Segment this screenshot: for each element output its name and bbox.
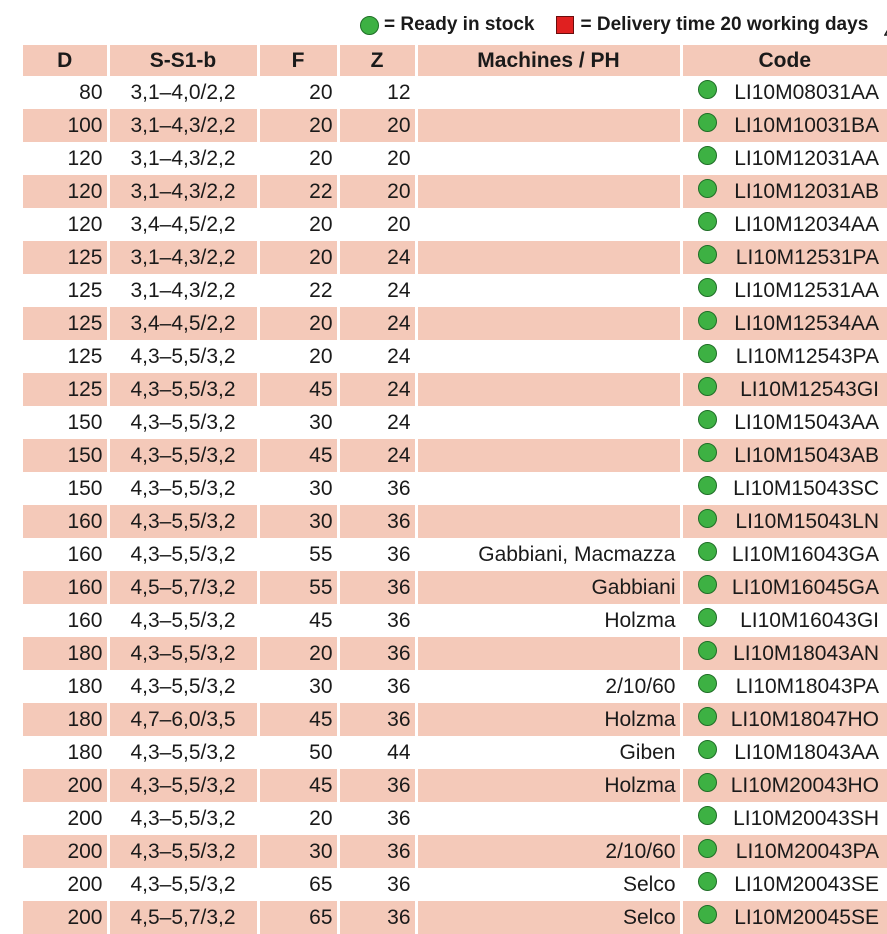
in-stock-dot-icon bbox=[698, 311, 717, 330]
cell-machines bbox=[416, 208, 681, 241]
table-row bbox=[23, 901, 887, 934]
product-code: LI10M20043SH bbox=[733, 806, 879, 830]
table-row bbox=[23, 76, 887, 109]
in-stock-dot-icon bbox=[698, 344, 717, 363]
table-row bbox=[23, 241, 887, 274]
product-code: LI10M15043SC bbox=[733, 476, 879, 500]
cell-d: 125 bbox=[23, 373, 108, 406]
cell-code bbox=[681, 769, 887, 802]
cell-s-s1-b: 3,1–4,0/2,2 bbox=[108, 76, 258, 109]
cell-s-s1-b: 4,3–5,5/3,2 bbox=[108, 439, 258, 472]
cell-f: 20 bbox=[258, 802, 338, 835]
product-code: LI10M08031AA bbox=[734, 80, 879, 104]
cell-machines: Holzma bbox=[416, 604, 681, 637]
cell-code bbox=[681, 208, 887, 241]
cell-d: 125 bbox=[23, 340, 108, 373]
in-stock-dot-icon bbox=[698, 575, 717, 594]
cell-f: 45 bbox=[258, 439, 338, 472]
cell-f: 45 bbox=[258, 604, 338, 637]
cell-d: 160 bbox=[23, 505, 108, 538]
cell-s-s1-b: 4,5–5,7/3,2 bbox=[108, 571, 258, 604]
cell-code bbox=[681, 868, 887, 901]
in-stock-dot-icon bbox=[698, 377, 717, 396]
cell-d: 150 bbox=[23, 472, 108, 505]
product-code: LI10M15043LN bbox=[735, 509, 879, 533]
cell-f: 30 bbox=[258, 472, 338, 505]
product-code: LI10M20045SE bbox=[734, 905, 879, 929]
cell-code bbox=[681, 472, 887, 505]
cell-f: 22 bbox=[258, 274, 338, 307]
cell-s-s1-b: 3,1–4,3/2,2 bbox=[108, 241, 258, 274]
cell-d: 200 bbox=[23, 802, 108, 835]
cell-machines bbox=[416, 439, 681, 472]
cell-machines bbox=[416, 307, 681, 340]
cell-machines: Holzma bbox=[416, 703, 681, 736]
cell-z: 20 bbox=[338, 142, 416, 175]
cell-code bbox=[681, 175, 887, 208]
in-stock-dot-icon bbox=[698, 839, 717, 858]
product-code: LI10M12543PA bbox=[735, 344, 879, 368]
cell-f: 30 bbox=[258, 406, 338, 439]
cell-f: 45 bbox=[258, 703, 338, 736]
cell-machines: Selco bbox=[416, 868, 681, 901]
cell-d: 80 bbox=[23, 76, 108, 109]
table-header-row bbox=[23, 45, 887, 76]
in-stock-dot-icon bbox=[698, 608, 717, 627]
in-stock-dot-icon bbox=[698, 245, 717, 264]
cell-s-s1-b: 4,3–5,5/3,2 bbox=[108, 769, 258, 802]
cell-s-s1-b: 4,3–5,5/3,2 bbox=[108, 637, 258, 670]
cell-f: 30 bbox=[258, 670, 338, 703]
cell-code bbox=[681, 76, 887, 109]
cell-z: 20 bbox=[338, 175, 416, 208]
cell-s-s1-b: 4,3–5,5/3,2 bbox=[108, 670, 258, 703]
product-code: LI10M18043PA bbox=[735, 674, 879, 698]
cell-z: 24 bbox=[338, 307, 416, 340]
cell-f: 20 bbox=[258, 208, 338, 241]
cell-code bbox=[681, 736, 887, 769]
cell-s-s1-b: 3,4–4,5/2,2 bbox=[108, 307, 258, 340]
cell-f: 55 bbox=[258, 571, 338, 604]
product-code: LI10M12034AA bbox=[734, 212, 879, 236]
cell-z: 24 bbox=[338, 340, 416, 373]
cell-z: 24 bbox=[338, 406, 416, 439]
cell-s-s1-b: 4,3–5,5/3,2 bbox=[108, 604, 258, 637]
cell-code bbox=[681, 439, 887, 472]
cell-machines bbox=[416, 241, 681, 274]
stock-legend bbox=[360, 12, 887, 38]
cell-d: 180 bbox=[23, 736, 108, 769]
in-stock-dot-icon bbox=[698, 113, 717, 132]
cell-d: 160 bbox=[23, 604, 108, 637]
cell-machines bbox=[416, 142, 681, 175]
cell-machines bbox=[416, 472, 681, 505]
header-code: Code bbox=[681, 45, 887, 76]
in-stock-dot-icon bbox=[698, 212, 717, 231]
in-stock-dot-icon bbox=[698, 674, 717, 693]
product-code: LI10M10031BA bbox=[734, 113, 879, 137]
in-stock-dot-icon bbox=[698, 641, 717, 660]
table-row bbox=[23, 406, 887, 439]
cell-d: 180 bbox=[23, 637, 108, 670]
product-code: LI10M16043GI bbox=[740, 608, 879, 632]
in-stock-dot-icon bbox=[698, 542, 717, 561]
cell-code bbox=[681, 670, 887, 703]
table-row bbox=[23, 274, 887, 307]
in-stock-dot-icon bbox=[698, 410, 717, 429]
table-row bbox=[23, 802, 887, 835]
cell-z: 36 bbox=[338, 901, 416, 934]
cell-s-s1-b: 4,3–5,5/3,2 bbox=[108, 505, 258, 538]
table-row bbox=[23, 142, 887, 175]
cell-machines: 2/10/60 bbox=[416, 835, 681, 868]
cell-code bbox=[681, 241, 887, 274]
cell-machines bbox=[416, 340, 681, 373]
cell-code bbox=[681, 835, 887, 868]
in-stock-dot-icon bbox=[698, 905, 717, 924]
cell-code bbox=[681, 307, 887, 340]
product-code: LI10M20043HO bbox=[730, 773, 879, 797]
product-code: LI10M18047HO bbox=[730, 707, 879, 731]
table-row bbox=[23, 373, 887, 406]
cell-z: 12 bbox=[338, 76, 416, 109]
in-stock-dot-icon bbox=[698, 872, 717, 891]
cell-machines bbox=[416, 406, 681, 439]
cell-z: 24 bbox=[338, 373, 416, 406]
cell-s-s1-b: 3,1–4,3/2,2 bbox=[108, 274, 258, 307]
cell-z: 36 bbox=[338, 604, 416, 637]
product-code: LI10M20043SE bbox=[734, 872, 879, 896]
cell-z: 36 bbox=[338, 670, 416, 703]
cell-s-s1-b: 4,3–5,5/3,2 bbox=[108, 736, 258, 769]
header-machines: Machines / PH bbox=[416, 45, 681, 76]
cell-d: 120 bbox=[23, 208, 108, 241]
table-row bbox=[23, 307, 887, 340]
cell-z: 36 bbox=[338, 637, 416, 670]
cell-d: 120 bbox=[23, 142, 108, 175]
cell-d: 125 bbox=[23, 307, 108, 340]
delivery-time-icon bbox=[556, 16, 574, 34]
cell-s-s1-b: 4,3–5,5/3,2 bbox=[108, 538, 258, 571]
table-row bbox=[23, 835, 887, 868]
cell-d: 100 bbox=[23, 109, 108, 142]
product-code: LI10M12531AA bbox=[734, 278, 879, 302]
product-code: LI10M12031AB bbox=[734, 179, 879, 203]
cell-s-s1-b: 3,1–4,3/2,2 bbox=[108, 109, 258, 142]
product-code: LI10M12534AA bbox=[734, 311, 879, 335]
in-stock-dot-icon bbox=[698, 806, 717, 825]
cell-d: 120 bbox=[23, 175, 108, 208]
in-stock-dot-icon bbox=[698, 80, 717, 99]
cell-z: 36 bbox=[338, 472, 416, 505]
cell-machines: Selco bbox=[416, 901, 681, 934]
cell-f: 45 bbox=[258, 769, 338, 802]
product-code: LI10M12543GI bbox=[740, 377, 879, 401]
cell-code bbox=[681, 109, 887, 142]
cell-code bbox=[681, 406, 887, 439]
cell-s-s1-b: 4,7–6,0/3,5 bbox=[108, 703, 258, 736]
cell-s-s1-b: 3,1–4,3/2,2 bbox=[108, 175, 258, 208]
cell-d: 160 bbox=[23, 538, 108, 571]
cell-code bbox=[681, 142, 887, 175]
cell-s-s1-b: 3,4–4,5/2,2 bbox=[108, 208, 258, 241]
cell-z: 36 bbox=[338, 835, 416, 868]
ready-in-stock-label: = Ready in stock bbox=[384, 14, 535, 35]
cell-z: 36 bbox=[338, 769, 416, 802]
cell-f: 30 bbox=[258, 835, 338, 868]
cell-code bbox=[681, 604, 887, 637]
cell-z: 36 bbox=[338, 505, 416, 538]
in-stock-dot-icon bbox=[698, 707, 717, 726]
table-row bbox=[23, 538, 887, 571]
in-stock-dot-icon bbox=[698, 476, 717, 495]
cell-f: 20 bbox=[258, 76, 338, 109]
cell-d: 180 bbox=[23, 670, 108, 703]
in-stock-dot-icon bbox=[698, 443, 717, 462]
cell-code bbox=[681, 538, 887, 571]
cell-machines: Gabbiani bbox=[416, 571, 681, 604]
table-row bbox=[23, 472, 887, 505]
product-code: LI10M16045GA bbox=[731, 575, 879, 599]
product-code: LI10M12031AA bbox=[734, 146, 879, 170]
header-s-s1-b: S-S1-b bbox=[108, 45, 258, 76]
delivery-time-label: = Delivery time 20 working days bbox=[580, 14, 869, 35]
cell-f: 20 bbox=[258, 142, 338, 175]
cell-code bbox=[681, 340, 887, 373]
cell-machines bbox=[416, 175, 681, 208]
cell-d: 200 bbox=[23, 868, 108, 901]
cell-f: 20 bbox=[258, 307, 338, 340]
cell-d: 150 bbox=[23, 406, 108, 439]
product-code: LI10M16043GA bbox=[731, 542, 879, 566]
cell-d: 200 bbox=[23, 835, 108, 868]
table-row bbox=[23, 175, 887, 208]
cell-d: 125 bbox=[23, 274, 108, 307]
cell-f: 45 bbox=[258, 373, 338, 406]
cell-z: 24 bbox=[338, 274, 416, 307]
cell-code bbox=[681, 373, 887, 406]
cell-z: 20 bbox=[338, 109, 416, 142]
cell-d: 125 bbox=[23, 241, 108, 274]
cell-z: 36 bbox=[338, 571, 416, 604]
in-stock-dot-icon bbox=[698, 509, 717, 528]
product-code: LI10M20043PA bbox=[735, 839, 879, 863]
cell-machines: Gabbiani, Macmazza bbox=[416, 538, 681, 571]
in-stock-dot-icon bbox=[698, 773, 717, 792]
cell-d: 150 bbox=[23, 439, 108, 472]
cell-z: 36 bbox=[338, 868, 416, 901]
product-code: LI10M15043AA bbox=[734, 410, 879, 434]
table-row bbox=[23, 703, 887, 736]
cell-s-s1-b: 4,3–5,5/3,2 bbox=[108, 868, 258, 901]
cell-machines bbox=[416, 373, 681, 406]
cell-machines bbox=[416, 637, 681, 670]
table-row bbox=[23, 604, 887, 637]
cell-code bbox=[681, 571, 887, 604]
product-code: LI10M18043AA bbox=[734, 740, 879, 764]
table-row bbox=[23, 736, 887, 769]
cell-machines bbox=[416, 109, 681, 142]
cell-s-s1-b: 3,1–4,3/2,2 bbox=[108, 142, 258, 175]
cell-z: 44 bbox=[338, 736, 416, 769]
table-row bbox=[23, 109, 887, 142]
cell-z: 36 bbox=[338, 538, 416, 571]
cell-s-s1-b: 4,3–5,5/3,2 bbox=[108, 472, 258, 505]
cell-d: 200 bbox=[23, 769, 108, 802]
cell-code bbox=[681, 637, 887, 670]
cell-machines: 2/10/60 bbox=[416, 670, 681, 703]
cell-z: 36 bbox=[338, 802, 416, 835]
cell-machines: Holzma bbox=[416, 769, 681, 802]
cell-f: 65 bbox=[258, 868, 338, 901]
product-code: LI10M12531PA bbox=[735, 245, 879, 269]
table-row bbox=[23, 571, 887, 604]
cell-machines bbox=[416, 802, 681, 835]
in-stock-dot-icon bbox=[698, 179, 717, 198]
cell-z: 36 bbox=[338, 703, 416, 736]
cell-machines bbox=[416, 274, 681, 307]
table-row bbox=[23, 340, 887, 373]
cell-s-s1-b: 4,3–5,5/3,2 bbox=[108, 340, 258, 373]
cell-z: 24 bbox=[338, 439, 416, 472]
cell-f: 30 bbox=[258, 505, 338, 538]
product-table bbox=[23, 45, 887, 934]
cell-s-s1-b: 4,5–5,7/3,2 bbox=[108, 901, 258, 934]
cell-code bbox=[681, 274, 887, 307]
table-row bbox=[23, 769, 887, 802]
cell-d: 200 bbox=[23, 901, 108, 934]
cell-f: 65 bbox=[258, 901, 338, 934]
table-row bbox=[23, 637, 887, 670]
cell-s-s1-b: 4,3–5,5/3,2 bbox=[108, 802, 258, 835]
in-stock-dot-icon bbox=[698, 278, 717, 297]
table-row bbox=[23, 208, 887, 241]
cell-d: 160 bbox=[23, 571, 108, 604]
product-code: LI10M15043AB bbox=[734, 443, 879, 467]
table-row bbox=[23, 439, 887, 472]
cell-s-s1-b: 4,3–5,5/3,2 bbox=[108, 406, 258, 439]
cell-f: 20 bbox=[258, 637, 338, 670]
cell-code bbox=[681, 703, 887, 736]
cell-f: 50 bbox=[258, 736, 338, 769]
cell-f: 20 bbox=[258, 340, 338, 373]
cell-f: 22 bbox=[258, 175, 338, 208]
table-row bbox=[23, 868, 887, 901]
cell-z: 20 bbox=[338, 208, 416, 241]
cell-s-s1-b: 4,3–5,5/3,2 bbox=[108, 835, 258, 868]
table-row bbox=[23, 670, 887, 703]
header-f: F bbox=[258, 45, 338, 76]
cell-f: 20 bbox=[258, 241, 338, 274]
cell-code bbox=[681, 505, 887, 538]
ready-in-stock-icon bbox=[360, 16, 379, 35]
cell-f: 20 bbox=[258, 109, 338, 142]
cell-machines bbox=[416, 76, 681, 109]
cell-d: 180 bbox=[23, 703, 108, 736]
product-code: LI10M18043AN bbox=[733, 641, 879, 665]
cell-z: 24 bbox=[338, 241, 416, 274]
cell-s-s1-b: 4,3–5,5/3,2 bbox=[108, 373, 258, 406]
cell-code bbox=[681, 802, 887, 835]
cell-machines: Giben bbox=[416, 736, 681, 769]
cell-code bbox=[681, 901, 887, 934]
cell-machines bbox=[416, 505, 681, 538]
header-z: Z bbox=[338, 45, 416, 76]
header-d: D bbox=[23, 45, 108, 76]
cell-f: 55 bbox=[258, 538, 338, 571]
table-row bbox=[23, 505, 887, 538]
in-stock-dot-icon bbox=[698, 740, 717, 759]
in-stock-dot-icon bbox=[698, 146, 717, 165]
